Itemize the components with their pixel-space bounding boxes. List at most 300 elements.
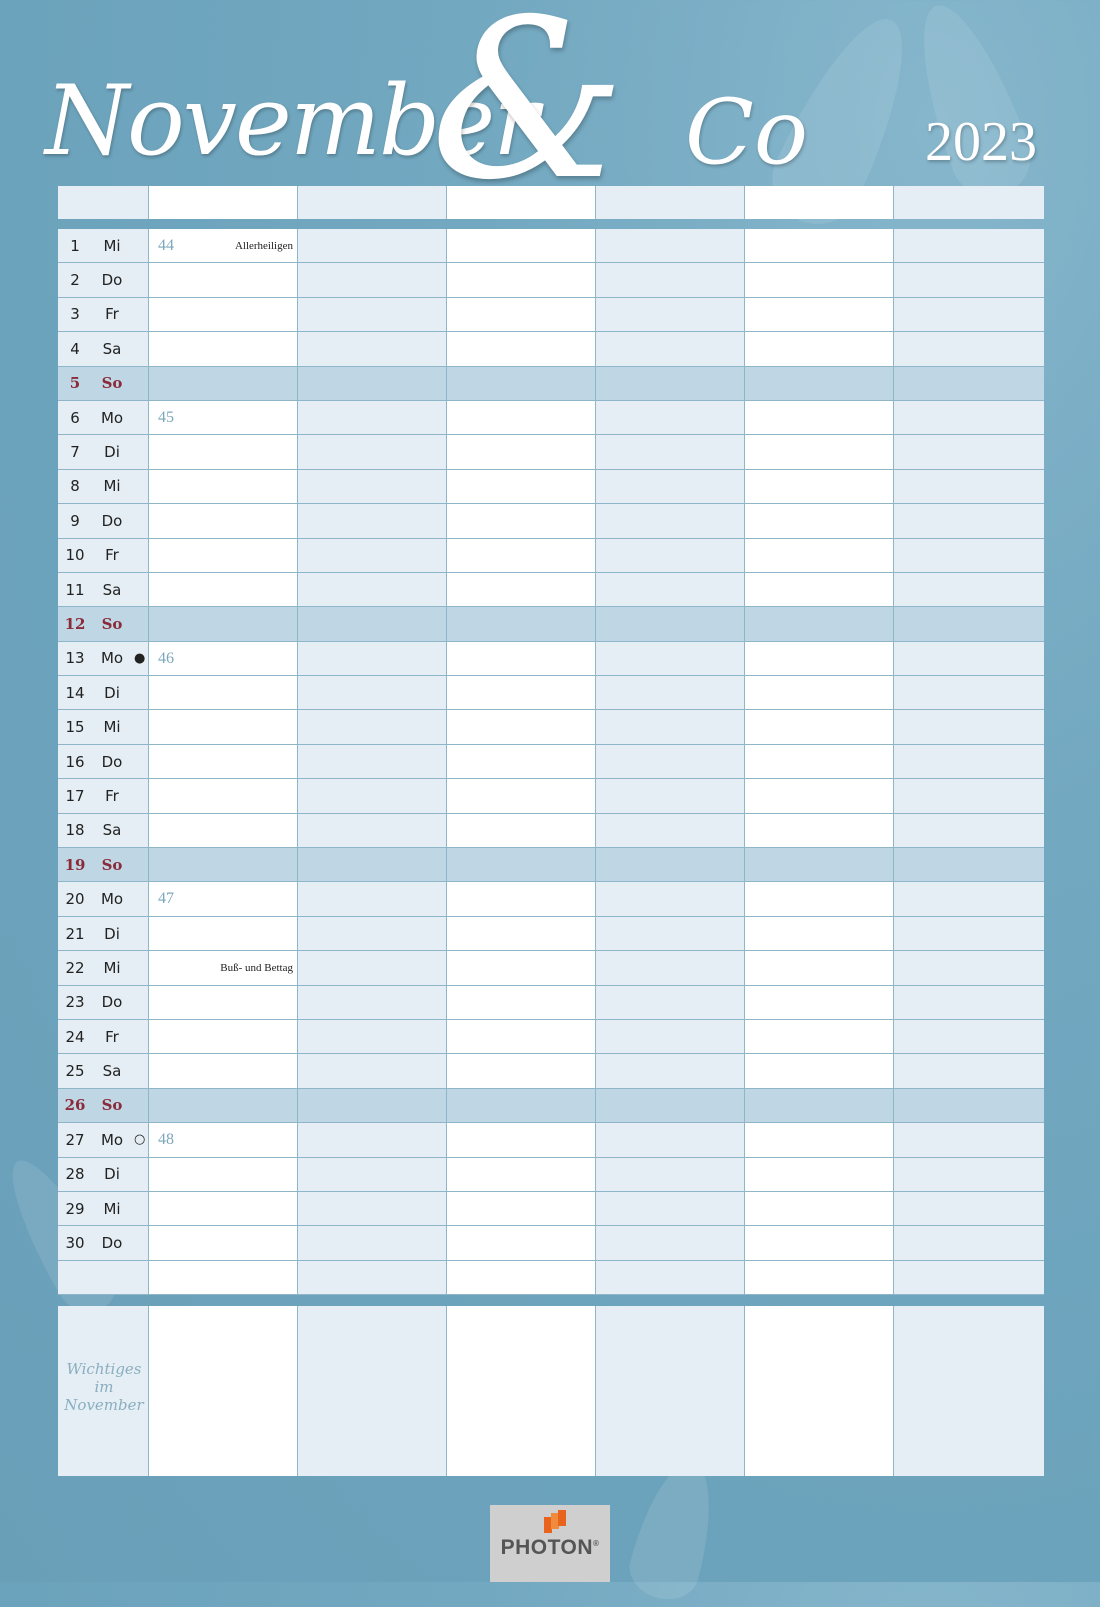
entry-cell[interactable]	[149, 539, 298, 573]
entry-cell[interactable]	[894, 882, 1044, 916]
header-cell-date	[58, 186, 149, 219]
day-label-cell	[58, 607, 149, 641]
day-number: 5	[69, 374, 81, 393]
entry-cell[interactable]	[894, 539, 1044, 573]
title-co: Co	[685, 80, 809, 185]
entry-cell[interactable]	[149, 951, 298, 985]
entry-cell[interactable]	[596, 229, 745, 263]
entry-cell[interactable]	[894, 986, 1044, 1020]
entry-cell[interactable]	[596, 882, 745, 916]
entry-cell[interactable]	[745, 1226, 894, 1260]
day-number: 6	[70, 408, 80, 427]
weekday-name: Do	[101, 993, 123, 1012]
entry-cell[interactable]	[447, 745, 596, 779]
weekday-name: Mi	[103, 236, 121, 255]
day-row	[58, 710, 1044, 744]
entry-cell[interactable]	[894, 401, 1044, 435]
day-row	[58, 642, 1044, 676]
entry-cell[interactable]	[745, 882, 894, 916]
day-number: 23	[65, 993, 85, 1012]
notes-cell[interactable]	[149, 1306, 298, 1476]
entry-cell[interactable]	[894, 470, 1044, 504]
weekday-name: Sa	[102, 580, 122, 599]
day-number: 20	[65, 890, 85, 909]
entry-cell[interactable]	[447, 1123, 596, 1157]
entry-cell[interactable]	[596, 1054, 745, 1088]
entry-cell[interactable]	[298, 779, 447, 813]
entry-cell[interactable]	[596, 745, 745, 779]
entry-cell[interactable]	[745, 263, 894, 297]
day-row	[58, 814, 1044, 848]
entry-cell[interactable]	[149, 332, 298, 366]
day-number: 15	[65, 718, 85, 737]
weekday-name: Mi	[103, 477, 121, 496]
entry-cell[interactable]	[149, 814, 298, 848]
entry-cell[interactable]	[447, 1192, 596, 1226]
entry-cell[interactable]	[298, 573, 447, 607]
entry-cell[interactable]	[745, 642, 894, 676]
entry-cell[interactable]	[894, 1020, 1044, 1054]
entry-cell[interactable]	[298, 814, 447, 848]
entry-cell[interactable]	[298, 1123, 447, 1157]
entry-cell[interactable]	[149, 1158, 298, 1192]
entry-cell[interactable]	[894, 332, 1044, 366]
entry-cell[interactable]	[596, 1261, 745, 1295]
entry-cell[interactable]	[894, 676, 1044, 710]
entry-cell[interactable]	[298, 1054, 447, 1088]
entry-cell[interactable]	[596, 401, 745, 435]
entry-cell[interactable]	[149, 401, 298, 435]
entry-cell[interactable]	[596, 504, 745, 538]
entry-cell[interactable]	[298, 951, 447, 985]
entry-cell[interactable]	[596, 1089, 745, 1123]
day-label-cell	[58, 951, 149, 985]
moon-phase-icon: ●	[134, 650, 146, 666]
entry-cell[interactable]	[894, 848, 1044, 882]
entry-cell[interactable]	[447, 779, 596, 813]
entry-cell[interactable]	[298, 642, 447, 676]
notes-section	[58, 1306, 1044, 1476]
day-number: 13	[65, 649, 85, 668]
day-number: 11	[65, 580, 85, 599]
entry-cell[interactable]	[447, 848, 596, 882]
entry-cell[interactable]	[447, 539, 596, 573]
entry-cell[interactable]	[149, 642, 298, 676]
notes-cell[interactable]	[745, 1306, 894, 1476]
entry-cell[interactable]	[596, 676, 745, 710]
entry-cell[interactable]	[447, 1054, 596, 1088]
title-ampersand: &	[430, 0, 626, 228]
entry-cell[interactable]	[298, 332, 447, 366]
notes-cell[interactable]	[447, 1306, 596, 1476]
day-number: 12	[64, 614, 86, 633]
entry-cell[interactable]	[149, 504, 298, 538]
day-row	[58, 1123, 1044, 1157]
day-number: 2	[70, 271, 80, 290]
entry-cell[interactable]	[596, 435, 745, 469]
weekday-name: So	[101, 855, 123, 874]
entry-cell[interactable]	[745, 470, 894, 504]
entry-cell[interactable]	[447, 1261, 596, 1295]
weekday-name: Fr	[105, 305, 119, 324]
day-number: 30	[65, 1234, 85, 1253]
entry-cell[interactable]	[149, 710, 298, 744]
entry-cell[interactable]	[745, 573, 894, 607]
day-row	[58, 676, 1044, 710]
day-number: 17	[65, 786, 85, 805]
entry-cell[interactable]	[894, 779, 1044, 813]
entry-cell[interactable]	[298, 539, 447, 573]
entry-cell[interactable]	[596, 1123, 745, 1157]
entry-cell[interactable]	[596, 848, 745, 882]
day-row	[58, 1158, 1044, 1192]
holiday-label: Buß- und Bettag	[220, 962, 293, 975]
sunday-row	[58, 1089, 1044, 1123]
sunday-row	[58, 367, 1044, 401]
entry-cell[interactable]	[149, 367, 298, 401]
entry-cell[interactable]	[298, 435, 447, 469]
entry-cell[interactable]	[149, 298, 298, 332]
entry-cell[interactable]	[149, 848, 298, 882]
entry-cell[interactable]	[447, 1226, 596, 1260]
entry-cell[interactable]	[596, 263, 745, 297]
entry-cell[interactable]	[298, 676, 447, 710]
entry-cell[interactable]	[447, 1089, 596, 1123]
entry-cell[interactable]	[596, 1158, 745, 1192]
entry-cell[interactable]	[447, 951, 596, 985]
entry-cell[interactable]	[298, 401, 447, 435]
entry-cell[interactable]	[298, 470, 447, 504]
entry-cell[interactable]	[447, 470, 596, 504]
weekday-name: Di	[104, 924, 120, 943]
entry-cell[interactable]	[149, 435, 298, 469]
entry-cell[interactable]	[894, 710, 1044, 744]
entry-cell[interactable]	[745, 607, 894, 641]
entry-cell[interactable]	[298, 367, 447, 401]
week-number: 48	[158, 1131, 174, 1149]
day-row	[58, 1054, 1044, 1088]
entry-cell[interactable]	[298, 504, 447, 538]
day-label-cell	[58, 882, 149, 916]
day-row	[58, 298, 1044, 332]
entry-cell[interactable]	[894, 1123, 1044, 1157]
header-cell-person[interactable]	[745, 186, 894, 219]
entry-cell[interactable]	[745, 710, 894, 744]
day-label-cell	[58, 1020, 149, 1054]
day-number: 4	[70, 339, 80, 358]
weekday-name: So	[101, 614, 123, 633]
entry-cell[interactable]	[894, 1226, 1044, 1260]
day-row	[58, 1192, 1044, 1226]
entry-cell[interactable]	[894, 573, 1044, 607]
day-number: 18	[65, 821, 85, 840]
weekday-name: Sa	[102, 1062, 122, 1081]
entry-cell[interactable]	[447, 814, 596, 848]
entry-cell[interactable]	[745, 1158, 894, 1192]
entry-cell[interactable]	[596, 1020, 745, 1054]
entry-cell[interactable]	[149, 1089, 298, 1123]
entry-cell[interactable]	[745, 951, 894, 985]
entry-cell[interactable]	[894, 504, 1044, 538]
entry-cell[interactable]	[447, 298, 596, 332]
entry-cell[interactable]	[149, 917, 298, 951]
entry-cell[interactable]	[447, 229, 596, 263]
entry-cell[interactable]	[745, 745, 894, 779]
entry-cell[interactable]	[149, 1054, 298, 1088]
day-label-cell	[58, 1158, 149, 1192]
entry-cell[interactable]	[447, 1158, 596, 1192]
entry-cell[interactable]	[447, 986, 596, 1020]
entry-cell[interactable]	[596, 607, 745, 641]
day-label-cell	[58, 229, 149, 263]
entry-cell[interactable]	[596, 298, 745, 332]
day-label-cell	[58, 1192, 149, 1226]
entry-cell[interactable]	[447, 710, 596, 744]
entry-cell[interactable]	[894, 745, 1044, 779]
entry-cell[interactable]	[447, 504, 596, 538]
entry-cell[interactable]	[149, 1226, 298, 1260]
entry-cell[interactable]	[894, 229, 1044, 263]
weekday-name: Sa	[102, 339, 122, 358]
day-number: 8	[70, 477, 80, 496]
entry-cell[interactable]	[149, 1192, 298, 1226]
entry-cell[interactable]	[745, 676, 894, 710]
entry-cell[interactable]	[596, 951, 745, 985]
entry-cell[interactable]	[745, 298, 894, 332]
entry-cell[interactable]	[298, 986, 447, 1020]
entry-cell[interactable]	[894, 814, 1044, 848]
entry-cell[interactable]	[149, 573, 298, 607]
entry-cell[interactable]	[745, 1054, 894, 1088]
background-leaf	[623, 1453, 727, 1606]
day-number: 26	[64, 1096, 86, 1115]
entry-cell[interactable]	[894, 1158, 1044, 1192]
entry-cell[interactable]	[149, 779, 298, 813]
day-row	[58, 263, 1044, 297]
day-row	[58, 401, 1044, 435]
entry-cell[interactable]	[447, 917, 596, 951]
day-label-cell	[58, 814, 149, 848]
notes-label	[60, 1360, 148, 1414]
week-number: 47	[158, 890, 174, 908]
entry-cell[interactable]	[149, 470, 298, 504]
entry-cell[interactable]	[745, 1261, 894, 1295]
entry-cell[interactable]	[894, 1054, 1044, 1088]
entry-cell[interactable]	[745, 1089, 894, 1123]
photon-logo	[490, 1505, 610, 1582]
entry-cell[interactable]	[447, 607, 596, 641]
entry-cell[interactable]	[745, 848, 894, 882]
day-label-cell	[58, 263, 149, 297]
entry-cell[interactable]	[149, 607, 298, 641]
day-label-cell	[58, 1226, 149, 1260]
day-number: 3	[70, 305, 80, 324]
entry-cell[interactable]	[149, 1261, 298, 1295]
day-label-cell	[58, 1261, 149, 1295]
weekday-name: Di	[104, 443, 120, 462]
entry-cell[interactable]	[596, 642, 745, 676]
entry-cell[interactable]	[447, 332, 596, 366]
calendar-day-rows	[58, 229, 1044, 1295]
day-label-cell	[58, 917, 149, 951]
weekday-name: Do	[101, 271, 123, 290]
entry-cell[interactable]	[447, 263, 596, 297]
entry-cell[interactable]	[149, 882, 298, 916]
entry-cell[interactable]	[894, 607, 1044, 641]
entry-cell[interactable]	[149, 745, 298, 779]
day-number: 7	[70, 443, 80, 462]
day-row	[58, 539, 1044, 573]
day-number: 19	[64, 855, 86, 874]
entry-cell[interactable]	[596, 332, 745, 366]
entry-cell[interactable]	[894, 642, 1044, 676]
day-number: 27	[65, 1130, 85, 1149]
entry-cell[interactable]	[745, 1020, 894, 1054]
weekday-name: Mo	[100, 1130, 124, 1149]
entry-cell[interactable]	[447, 401, 596, 435]
entry-cell[interactable]	[745, 986, 894, 1020]
entry-cell[interactable]	[894, 917, 1044, 951]
entry-cell[interactable]	[447, 882, 596, 916]
notes-cell[interactable]	[894, 1306, 1044, 1476]
title-month: November	[45, 65, 538, 177]
entry-cell[interactable]	[298, 1192, 447, 1226]
entry-cell[interactable]	[596, 986, 745, 1020]
entry-cell[interactable]	[596, 367, 745, 401]
entry-cell[interactable]	[298, 1089, 447, 1123]
entry-cell[interactable]	[894, 1261, 1044, 1295]
notes-label-line: November	[64, 1396, 144, 1414]
entry-cell[interactable]	[149, 1020, 298, 1054]
entry-cell[interactable]	[447, 642, 596, 676]
header-cell-person[interactable]	[894, 186, 1044, 219]
week-number: 45	[158, 408, 174, 426]
notes-label-line: im	[94, 1378, 114, 1396]
weekday-name: Mo	[100, 890, 124, 909]
entry-cell[interactable]	[298, 917, 447, 951]
weekday-name: Mi	[103, 718, 121, 737]
entry-cell[interactable]	[149, 229, 298, 263]
day-row	[58, 1226, 1044, 1260]
entry-cell[interactable]	[596, 917, 745, 951]
day-label-cell	[58, 710, 149, 744]
week-number: 44	[158, 237, 174, 254]
entry-cell[interactable]	[894, 951, 1044, 985]
entry-cell[interactable]	[447, 367, 596, 401]
entry-cell[interactable]	[298, 882, 447, 916]
entry-cell[interactable]	[447, 676, 596, 710]
weekday-name: Di	[104, 683, 120, 702]
day-row	[58, 435, 1044, 469]
entry-cell[interactable]	[745, 332, 894, 366]
day-label-cell	[58, 298, 149, 332]
day-label-cell	[58, 779, 149, 813]
day-row	[58, 917, 1044, 951]
notes-cell[interactable]	[596, 1306, 745, 1476]
entry-cell[interactable]	[298, 1261, 447, 1295]
entry-cell[interactable]	[894, 367, 1044, 401]
photon-logo-text: PHOTON®	[500, 1536, 600, 1559]
entry-cell[interactable]	[149, 676, 298, 710]
header-cell-person[interactable]	[149, 186, 298, 219]
entry-cell[interactable]	[894, 435, 1044, 469]
day-row	[58, 951, 1044, 985]
entry-cell[interactable]	[298, 710, 447, 744]
entry-cell[interactable]	[745, 1123, 894, 1157]
entry-cell[interactable]	[745, 435, 894, 469]
entry-cell[interactable]	[745, 229, 894, 263]
day-row	[58, 779, 1044, 813]
entry-cell[interactable]	[745, 1192, 894, 1226]
entry-cell[interactable]	[745, 779, 894, 813]
entry-cell[interactable]	[298, 607, 447, 641]
entry-cell[interactable]	[745, 917, 894, 951]
entry-cell[interactable]	[894, 263, 1044, 297]
notes-cell[interactable]	[298, 1306, 447, 1476]
entry-cell[interactable]	[447, 435, 596, 469]
day-row	[58, 573, 1044, 607]
weekday-name: Fr	[105, 546, 119, 565]
day-label-cell	[58, 848, 149, 882]
weekday-name: So	[101, 1096, 123, 1115]
entry-cell[interactable]	[596, 470, 745, 504]
entry-cell[interactable]	[596, 779, 745, 813]
day-label-cell	[58, 332, 149, 366]
weekday-name: Mi	[103, 1199, 121, 1218]
entry-cell[interactable]	[298, 263, 447, 297]
entry-cell[interactable]	[745, 401, 894, 435]
entry-cell[interactable]	[298, 229, 447, 263]
day-label-cell	[58, 573, 149, 607]
entry-cell[interactable]	[596, 1192, 745, 1226]
day-label-cell	[58, 676, 149, 710]
entry-cell[interactable]	[596, 539, 745, 573]
entry-cell[interactable]	[894, 1192, 1044, 1226]
entry-cell[interactable]	[149, 263, 298, 297]
entry-cell[interactable]	[149, 986, 298, 1020]
entry-cell[interactable]	[298, 298, 447, 332]
entry-cell[interactable]	[745, 814, 894, 848]
entry-cell[interactable]	[447, 573, 596, 607]
entry-cell[interactable]	[298, 1020, 447, 1054]
entry-cell[interactable]	[745, 367, 894, 401]
day-number: 10	[65, 546, 85, 565]
entry-cell[interactable]	[298, 848, 447, 882]
entry-cell[interactable]	[596, 814, 745, 848]
entry-cell[interactable]	[298, 1226, 447, 1260]
day-number: 25	[65, 1062, 85, 1081]
day-row	[58, 470, 1044, 504]
day-row	[58, 504, 1044, 538]
entry-cell[interactable]	[894, 1089, 1044, 1123]
entry-cell[interactable]	[596, 1226, 745, 1260]
weekday-name: Do	[101, 1234, 123, 1253]
entry-cell[interactable]	[745, 539, 894, 573]
day-number: 14	[65, 683, 85, 702]
entry-cell[interactable]	[745, 504, 894, 538]
entry-cell[interactable]	[298, 745, 447, 779]
weekday-name: Mi	[103, 958, 121, 977]
sunday-row	[58, 607, 1044, 641]
day-label-cell	[58, 642, 149, 676]
entry-cell[interactable]	[149, 1123, 298, 1157]
header-cell-person[interactable]	[298, 186, 447, 219]
entry-cell[interactable]	[596, 710, 745, 744]
entry-cell[interactable]	[894, 298, 1044, 332]
entry-cell[interactable]	[447, 1020, 596, 1054]
entry-cell[interactable]	[298, 1158, 447, 1192]
entry-cell[interactable]	[596, 573, 745, 607]
